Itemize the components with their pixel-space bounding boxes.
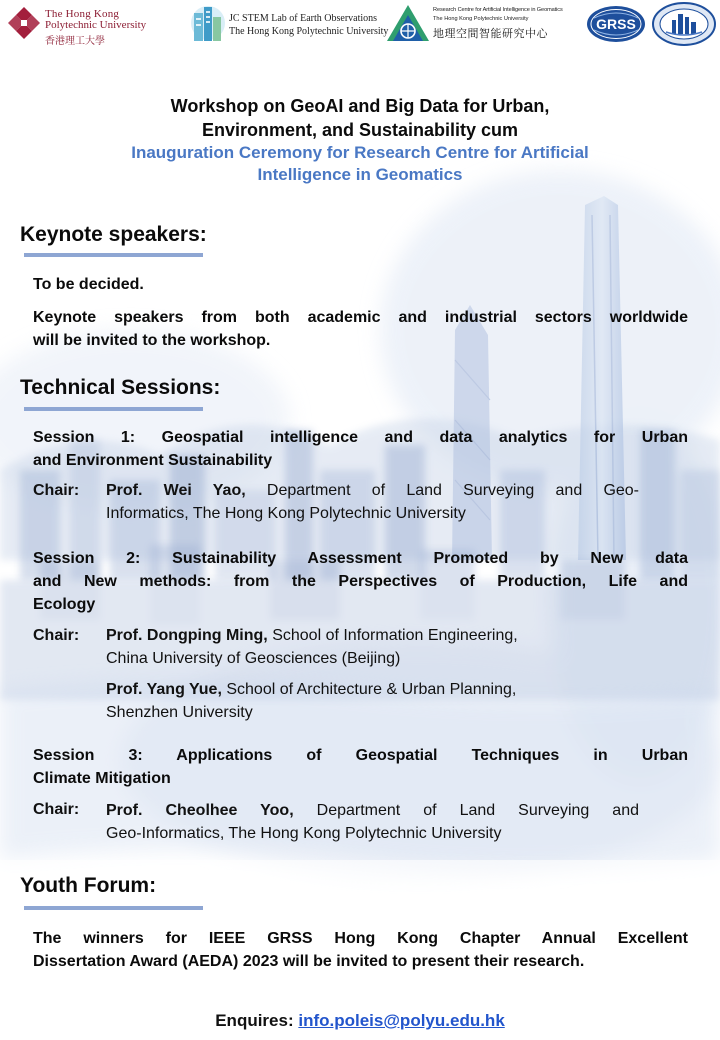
- session2-chair2-line1: [106, 678, 646, 701]
- enquiries-line: [0, 1011, 720, 1031]
- session2-title-line3: Ecology: [33, 596, 96, 613]
- technical-sessions-heading: Technical Sessions:: [20, 376, 221, 399]
- session3-title-line1: Session 3: Applications of Geospatial Techniques in Urban: [33, 747, 688, 764]
- session3-chair-name: Prof. Cheolhee Yoo,: [106, 802, 294, 819]
- ceremony-subtitle-line1: Inauguration Ceremony for Research Centre for Artificial: [131, 143, 589, 162]
- rcaig-name-chinese: 地理空間智能研究中心: [433, 28, 548, 40]
- keynote-heading-underline: [24, 253, 203, 257]
- rcaig-name-line1: Research Centre for Artificial Intelligence in Geomatics: [433, 7, 563, 13]
- session2-chair1-line1: [106, 624, 646, 647]
- session2-chair1-affiliation2: China University of Geosciences (Beijing): [106, 650, 401, 667]
- polyu-name-chinese: 香港理工大學: [45, 36, 105, 47]
- polyu-name-line1: The Hong Kong: [45, 8, 120, 20]
- session2-chair2-name: Prof. Yang Yue,: [106, 681, 222, 698]
- session3-chair-label: Chair:: [33, 801, 80, 818]
- jc-stem-name-line1: JC STEM Lab of Earth Observations: [229, 13, 378, 24]
- session3-chair-line1: [106, 799, 639, 822]
- keynote-tbd: To be decided.: [33, 276, 144, 293]
- workshop-title-line1: Workshop on GeoAI and Big Data for Urban,: [170, 96, 550, 116]
- keynote-description-line2: will be invited to the workshop.: [33, 332, 271, 349]
- session2-chair2-affiliation1: School of Architecture & Urban Planning,: [226, 681, 517, 698]
- session1-chair-name: Prof. Wei Yao,: [106, 482, 246, 499]
- session1-title-line1: Session 1: Geospatial intelligence and data analytics for Urban: [33, 429, 688, 446]
- keynote-heading: Keynote speakers:: [20, 223, 207, 246]
- workshop-title-line2: Environment, and Sustainability cum: [201, 120, 519, 140]
- rcaig-name-line2: The Hong Kong Polytechnic University: [433, 16, 529, 22]
- session2-chair1-affiliation1: School of Information Engineering,: [272, 627, 518, 644]
- session1-chair-affiliation2: Informatics, The Hong Kong Polytechnic University: [106, 505, 466, 522]
- session2-title-line1: Session 2: Sustainability Assessment Promoted by New data: [33, 550, 688, 567]
- session2-chair1-name: Prof. Dongping Ming,: [106, 627, 268, 644]
- enquiries-label: Enquires:: [215, 1011, 294, 1030]
- session2-title-line2: and New methods: from the Perspectives of Production, Life and: [33, 573, 688, 590]
- workshop-title-block: [0, 94, 720, 186]
- session3-chair-affiliation1: Department of Land Surveying and: [316, 802, 639, 819]
- session3-chair-affiliation2: Geo-Informatics, The Hong Kong Polytechnic University: [106, 825, 502, 842]
- session1-chair-label: Chair:: [33, 482, 80, 499]
- youth-forum-line2: Dissertation Award (AEDA) 2023 will be invited to present their research.: [33, 953, 585, 970]
- technical-sessions-underline: [24, 407, 203, 411]
- session1-chair-affiliation1: Department of Land Surveying and Geo-: [266, 482, 640, 499]
- ceremony-subtitle-line2: Intelligence in Geomatics: [257, 165, 463, 184]
- youth-forum-line1: The winners for IEEE GRSS Hong Kong Chapter Annual Excellent: [33, 930, 688, 947]
- keynote-description-line1: Keynote speakers from both academic and industrial sectors worldwide: [33, 309, 688, 326]
- session1-title-line2: and Environment Sustainability: [33, 452, 273, 469]
- enquiries-email-link[interactable]: info.poleis@polyu.edu.hk: [298, 1011, 505, 1030]
- youth-forum-underline: [24, 906, 203, 910]
- session2-chair-label: Chair:: [33, 627, 80, 644]
- grss-logo-text: GRSS: [596, 16, 636, 32]
- polyu-name-line2: Polytechnic University: [45, 19, 147, 31]
- youth-forum-heading: Youth Forum:: [20, 874, 157, 897]
- session2-chair2-affiliation2: Shenzhen University: [106, 704, 253, 721]
- session1-chair-line1: [106, 479, 639, 502]
- jc-stem-name-line2: The Hong Kong Polytechnic University: [229, 26, 389, 37]
- session3-title-line2: Climate Mitigation: [33, 770, 171, 787]
